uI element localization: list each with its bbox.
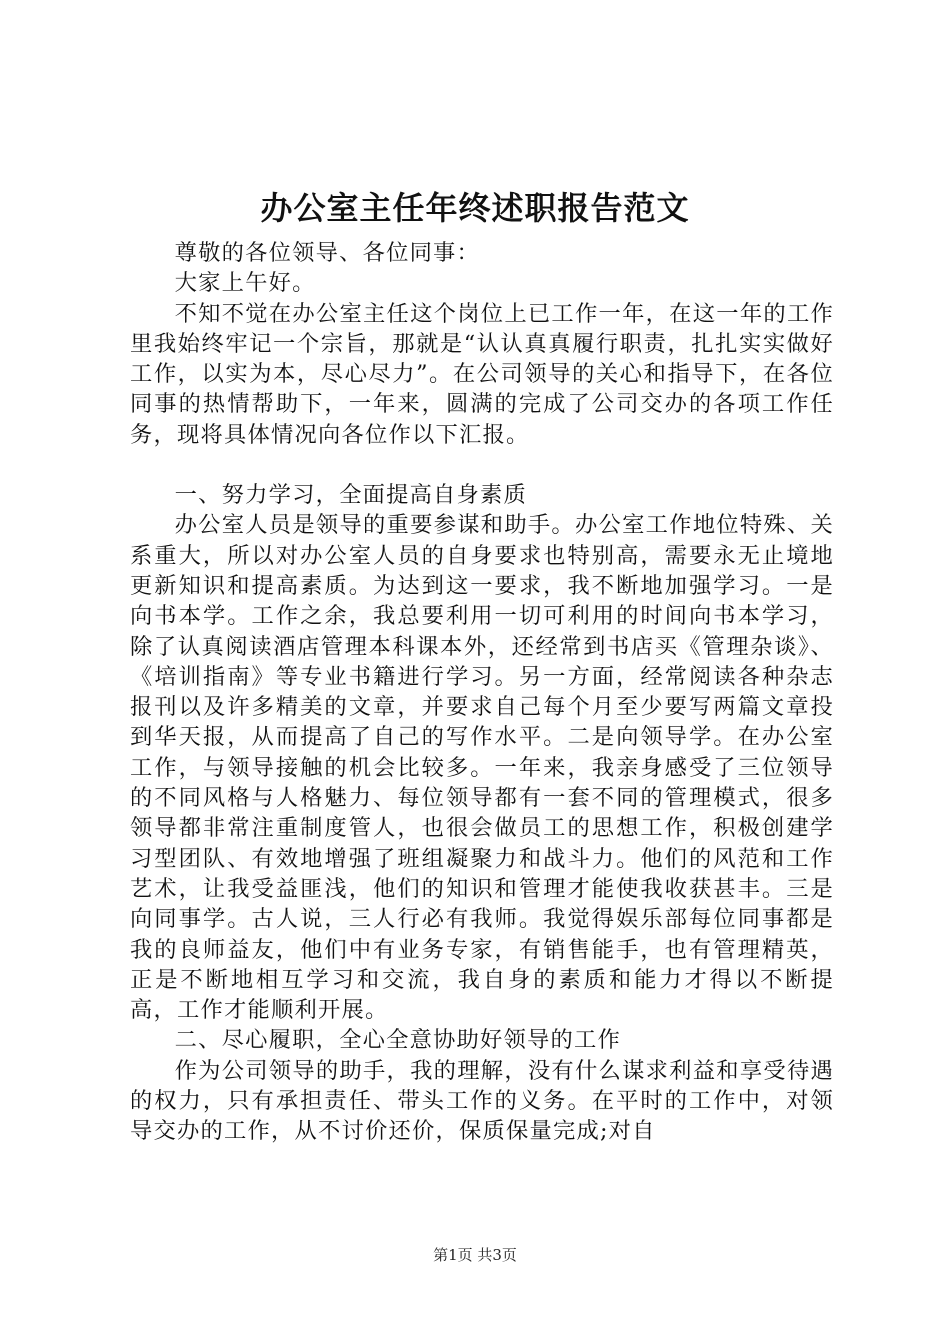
section-2-paragraph: 作为公司领导的助手，我的理解，没有什么谋求利益和享受待遇的权力，只有承担责任、带头工作的义务。在平时的工作中，对领导交办的工作，从不讨价还价，保质保量完成;对自 — [130, 1057, 834, 1145]
greeting: 大家上午好。 — [174, 270, 316, 297]
salutation: 尊敬的各位领导、各位同事： — [174, 240, 481, 266]
intro-paragraph: 不知不觉在办公室主任这个岗位上已工作一年，在这一年的工作里我始终牢记一个宗旨，那就是“认认真真履行职责，扎扎实实做好工作，以实为本，尽心尽力”。在公司领导的关心和指导下，在各位同事的热情帮助下，一年来，圆满的完成了公司交办的各项工作任务，现将具体情况向各位作以下汇报。 — [130, 300, 834, 448]
section-1-heading: 一、努力学习，全面提高自身素质 — [174, 482, 528, 509]
page-number: 第1页 共3页 — [433, 1246, 517, 1264]
section-2-heading: 二、尽心履职，全心全意协助好领导的工作 — [174, 1027, 622, 1054]
document-body — [130, 238, 834, 1147]
paragraph-spacer — [130, 450, 834, 480]
page-title: 办公室主任年终述职报告范文 — [260, 189, 690, 227]
section-1-paragraph: 办公室人员是领导的重要参谋和助手。办公室工作地位特殊、关系重大，所以对办公室人员的自身要求也特别高，需要永无止境地更新知识和提高素质。为达到这一要求，我不断地加强学习。一是向书本学。工作之余，我总要利用一切可利用的时间向书本学习，除了认真阅读酒店管理本科课本外，还经常到书店买《管理杂谈》、《培训指南》等专业书籍进行学习。另一方面，经常阅读各种杂志报刊以及许多精美的文章，并要求自己每个月至少要写两篇文章投到华天报，从而提高了自己的写作水平。二是向领导学。在办公室工作，与领导接触的机会比较多。一年来，我亲身感受了三位领导的不同风格与人格魅力、每位领导都有一套不同的管理模式，很多领导都非常注重制度管人，也很会做员工的思想工作，积极创建学习型团队、有效地增强了班组凝聚力和战斗力。他们的风范和工作艺术，让我受益匪浅，他们的知识和管理才能使我收获甚丰。三是向同事学。古人说，三人行必有我师。我觉得娱乐部每位同事都是我的良师益友，他们中有业务专家，有销售能手，也有管理精英，正是不断地相互学习和交流，我自身的素质和能力才得以不断提高，工作才能顺利开展。 — [130, 512, 834, 1024]
